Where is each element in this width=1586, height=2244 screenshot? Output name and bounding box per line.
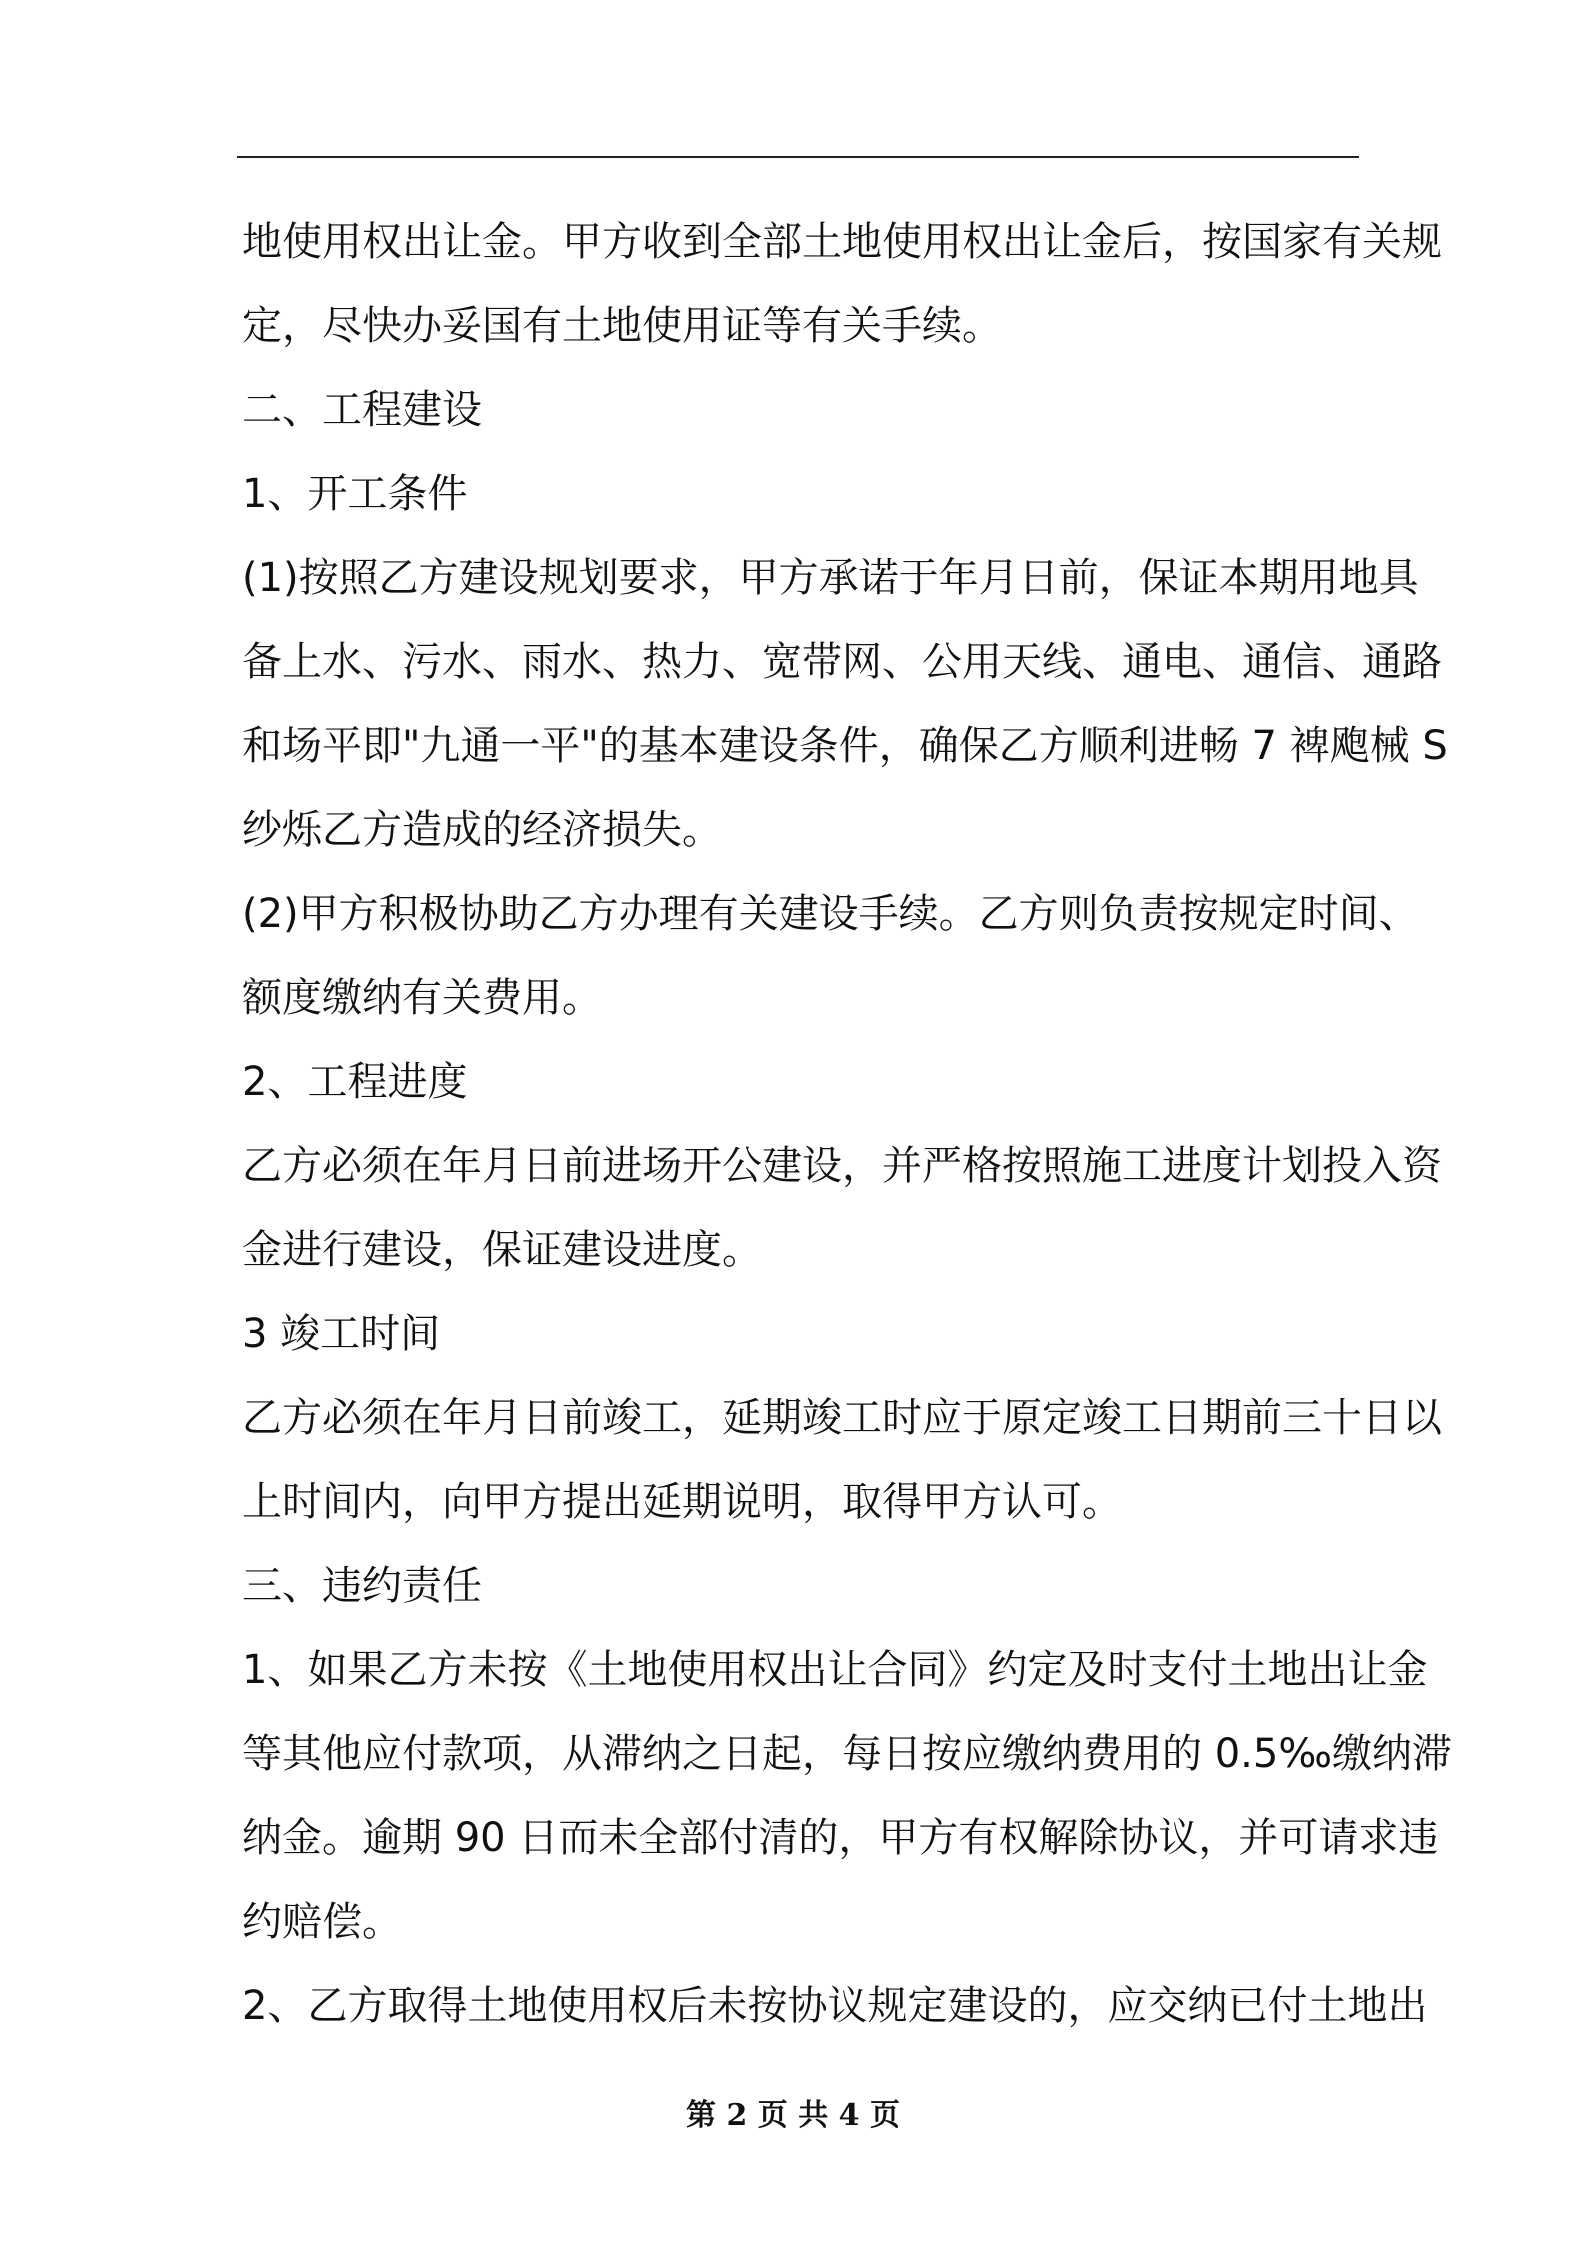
text-line: 纳金。逾期 90 日而未全部付清的，甲方有权解除协议，并可请求违 bbox=[242, 1815, 1439, 1861]
text-line: 额度缴纳有关费用。 bbox=[242, 975, 602, 1021]
subsection-heading: 1、开工条件 bbox=[242, 471, 468, 517]
text-line: 金进行建设，保证建设进度。 bbox=[242, 1227, 762, 1273]
text-line: 1、如果乙方未按《土地使用权出让合同》约定及时支付土地出让金 bbox=[242, 1647, 1428, 1693]
text-line: 地使用权出让金。甲方收到全部土地使用权出让金后，按国家有关规 bbox=[242, 219, 1442, 265]
text-line: 备上水、污水、雨水、热力、宽带网、公用天线、通电、通信、通路 bbox=[242, 639, 1442, 685]
text-line: (2)甲方积极协助乙方办理有关建设手续。乙方则负责按规定时间、 bbox=[242, 891, 1419, 937]
text-line: 乙方必须在年月日前进场开公建设，并严格按照施工进度计划投入资 bbox=[242, 1143, 1442, 1189]
text-line: 2、乙方取得土地使用权后未按协议规定建设的，应交纳已付土地出 bbox=[242, 1983, 1428, 2029]
page-number-footer: 第 2 页 共 4 页 bbox=[686, 2098, 900, 2133]
text-line: 上时间内，向甲方提出延期说明，取得甲方认可。 bbox=[242, 1479, 1122, 1525]
section-heading: 三、违约责任 bbox=[242, 1563, 482, 1609]
text-line: 纱烁乙方造成的经济损失。 bbox=[242, 807, 722, 853]
text-line: 定，尽快办妥国有土地使用证等有关手续。 bbox=[242, 303, 1002, 349]
text-line: (1)按照乙方建设规划要求，甲方承诺于年月日前，保证本期用地具 bbox=[242, 555, 1419, 601]
text-line: 和场平即"九通一平"的基本建设条件，确保乙方顺利进畅 7 裨飑械 S bbox=[242, 723, 1448, 769]
subsection-heading: 2、工程进度 bbox=[242, 1059, 468, 1105]
document-body bbox=[242, 200, 1452, 2048]
subsection-heading: 3 竣工时间 bbox=[242, 1311, 441, 1357]
text-line: 乙方必须在年月日前竣工，延期竣工时应于原定竣工日期前三十日以 bbox=[242, 1395, 1442, 1441]
text-line: 约赔偿。 bbox=[242, 1899, 402, 1945]
section-heading: 二、工程建设 bbox=[242, 387, 482, 433]
text-line: 等其他应付款项，从滞纳之日起，每日按应缴纳费用的 0.5‰缴纳滞 bbox=[242, 1731, 1452, 1777]
header-rule bbox=[237, 156, 1359, 158]
